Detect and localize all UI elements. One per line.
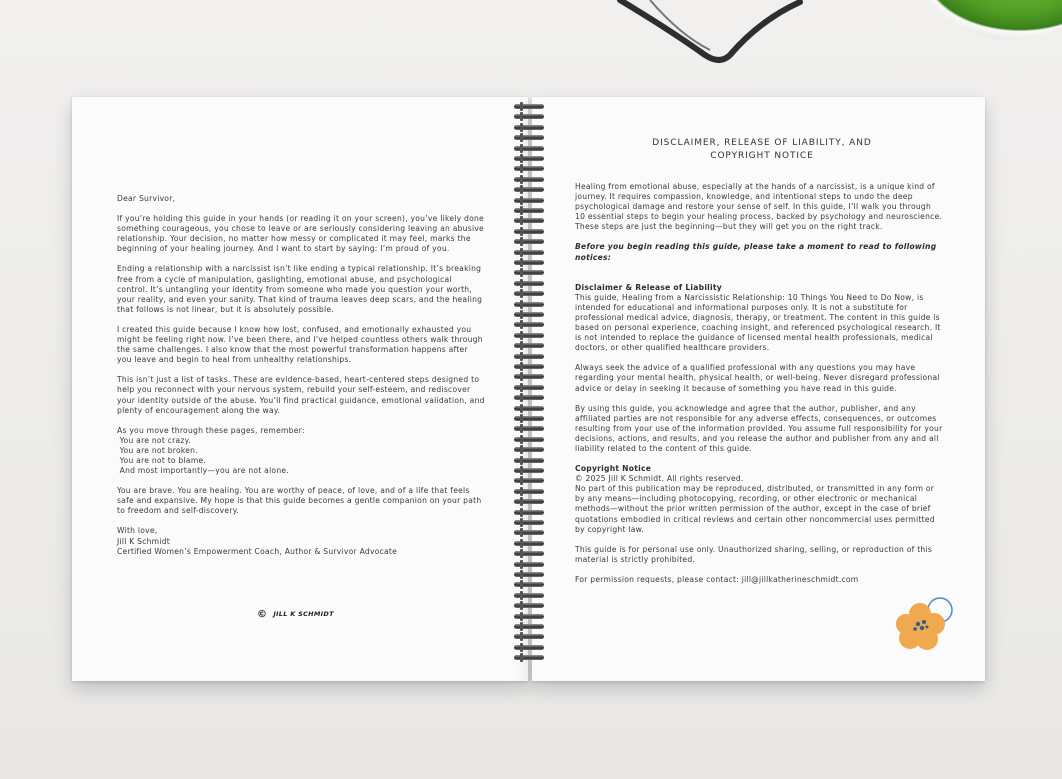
left-page xyxy=(72,97,528,681)
spiral-ring xyxy=(514,187,544,192)
spiral-ring xyxy=(514,364,544,369)
remember-item: You are not crazy. xyxy=(117,435,191,445)
letter-paragraph-2: Ending a relationship with a narcissist isn’t like ending a typical relationship. It’s breaking free from a cycle of manipulation, gaslighting, emotional abuse, and psychological control. It’s untangling your identity from someone who made you question your worth, your reality, and even your sanity. That kind of trauma leaves deep scars, and the healing that follows is not linear, but it is absolutely possible. xyxy=(117,264,483,314)
footer-author: JILL K SCHMIDT xyxy=(273,610,334,618)
page-footer xyxy=(257,609,334,620)
notice-heading: Before you begin reading this guide, please take a moment to read to following notices: xyxy=(575,242,937,262)
remember-item: You are not to blame. xyxy=(117,455,207,465)
disclaimer-body xyxy=(575,182,943,585)
spiral-ring xyxy=(514,406,544,411)
spiral-ring xyxy=(514,624,544,629)
spiral-ring xyxy=(514,530,544,535)
signature-name: Jill K Schmidt xyxy=(117,536,170,546)
spiral-ring xyxy=(514,177,544,182)
spiral-ring xyxy=(514,354,544,359)
copyright-symbol: © xyxy=(257,609,268,620)
spiral-ring xyxy=(514,603,544,608)
disclaimer-heading: Disclaimer & Release of Liability xyxy=(575,282,722,292)
spiral-ring xyxy=(514,166,544,171)
spiral-ring xyxy=(514,593,544,598)
spiral-ring xyxy=(514,458,544,463)
spiral-ring xyxy=(514,437,544,442)
spiral-ring xyxy=(514,291,544,296)
title-line-2: COPYRIGHT NOTICE xyxy=(710,151,814,161)
spiral-ring xyxy=(514,520,544,525)
spiral-ring xyxy=(514,634,544,639)
flower-icon xyxy=(894,594,956,654)
spiral-ring xyxy=(514,270,544,275)
remember-item: And most importantly—you are not alone. xyxy=(117,466,289,476)
copyright-paragraph: No part of this publication may be reproduced, distributed, or transmitted in any form or by any means—including photocopying, recording, or other electronic or mechanical methods—without the prior written permission of the author, except in the case of brief quotations embodied in critical reviews and certain other noncommercial uses permitted by copyright law. xyxy=(575,484,935,534)
letter-body xyxy=(117,194,485,557)
spiral-ring xyxy=(514,146,544,151)
page-title xyxy=(592,137,932,163)
spiral-ring xyxy=(514,582,544,587)
letter-paragraph-3: I created this guide because I know how lost, confused, and emotionally exhausted you might be feeling right now. I’ve been there, and I’ve helped countless others walk through the same challenges. I also know that the most powerful transformation happens after you leave and begin to heal from unhealthy relationships. xyxy=(117,324,483,365)
signature-title: Certified Women’s Empowerment Coach, Author & Survivor Advocate xyxy=(117,546,398,556)
spiral-ring xyxy=(514,218,544,223)
spiral-ring xyxy=(514,312,544,317)
spiral-ring xyxy=(514,156,544,161)
spiral-binding xyxy=(510,104,550,674)
spiral-ring xyxy=(514,250,544,255)
spiral-ring xyxy=(514,322,544,327)
letter-paragraph-5-intro: As you move through these pages, remember: xyxy=(117,425,305,435)
letter-paragraph-1: If you’re holding this guide in your hands (or reading it on your screen), you’ve likely done something courageous, you chose to leave or are seriously considering leaving an abusive relationship. Your decision, no matter how messy or complicated it may feel, marks the beginning of your healing journey. And I want to start by saying: I’m proud of you. xyxy=(117,214,484,254)
intro-paragraph: Healing from emotional abuse, especially at the hands of a narcissist, is a unique kind of journey. It requires compassion, knowledge, and intentional steps to undo the deep psychological damage and restore your sense of self. In this guide, I’ll walk you through 10 essential steps to begin your healing process, backed by psychology and neuroscience. These steps are just the beginning—but they will get you on the right track. xyxy=(575,182,943,232)
spiral-ring xyxy=(514,499,544,504)
spiral-ring xyxy=(514,333,544,338)
spiral-ring xyxy=(514,395,544,400)
spiral-ring xyxy=(514,510,544,515)
spiral-ring xyxy=(514,343,544,348)
glasses-icon xyxy=(610,0,830,70)
spiral-ring xyxy=(514,426,544,431)
spiral-ring xyxy=(514,468,544,473)
spiral-ring xyxy=(514,655,544,660)
right-page xyxy=(532,97,985,681)
spiral-ring xyxy=(514,562,544,567)
spiral-ring xyxy=(514,385,544,390)
remember-item: You are not broken. xyxy=(117,445,198,455)
spiral-ring xyxy=(514,416,544,421)
spiral-ring xyxy=(514,239,544,244)
spiral-ring xyxy=(514,541,544,546)
spiral-ring xyxy=(514,489,544,494)
spiral-ring xyxy=(514,229,544,234)
spiral-ring xyxy=(514,198,544,203)
letter-paragraph-6: You are brave. You are healing. You are worthy of peace, of love, and of a life that feels safe and expansive. My hope is that this guide becomes a gentle companion on your path to freedom and self-discovery. xyxy=(117,486,482,516)
spiral-ring xyxy=(514,208,544,213)
spiral-ring xyxy=(514,447,544,452)
spiral-ring xyxy=(514,114,544,119)
spiral-ring xyxy=(514,478,544,483)
letter-paragraph-4: This isn’t just a list of tasks. These are evidence-based, heart-centered steps designed to help you reconnect with your nervous system, rebuild your self-esteem, and rediscover your identity outside of the abuse. You’ll find practical guidance, emotional validation, and plenty of encouragement along the way. xyxy=(117,375,485,415)
title-line-1: DISCLAIMER, RELEASE OF LIABILITY, AND xyxy=(652,138,872,148)
disclaimer-paragraph-3: By using this guide, you acknowledge and agree that the author, publisher, and any affiliated parties are not responsible for any adverse effects, consequences, or outcomes resulting from your use of the information provided. You assume full responsibility for your decisions, actions, and results, and you release the author and publisher from any and all liability related to the content of this guide. xyxy=(575,403,943,453)
personal-use-paragraph: This guide is for personal use only. Unauthorized sharing, selling, or reproduction of this material is strictly prohibited. xyxy=(575,544,933,564)
spiral-ring xyxy=(514,645,544,650)
disclaimer-paragraph-2: Always seek the advice of a qualified professional with any questions you may have regarding your mental health, physical health, or well-being. Never disregard professional advice or delay in seeking it because of something you have read in this guide. xyxy=(575,363,940,393)
permission-paragraph: For permission requests, please contact: jill@jillkatherineschmidt.com xyxy=(575,574,859,584)
spiral-ring xyxy=(514,614,544,619)
copyright-line: © 2025 Jill K Schmidt. All rights reserved. xyxy=(575,474,744,484)
spiral-ring xyxy=(514,104,544,109)
spiral-ring xyxy=(514,135,544,140)
spiral-ring xyxy=(514,125,544,130)
spiral-ring xyxy=(514,281,544,286)
spiral-ring xyxy=(514,374,544,379)
copyright-heading: Copyright Notice xyxy=(575,464,652,474)
spiral-ring xyxy=(514,260,544,265)
spiral-ring xyxy=(514,551,544,556)
letter-greeting: Dear Survivor, xyxy=(117,194,176,203)
letter-closing: With love, xyxy=(117,526,158,536)
spiral-ring xyxy=(514,572,544,577)
disclaimer-paragraph-1: This guide, Healing from a Narcissistic Relationship: 10 Things You Need to Do Now, is intended for educational and informational purposes only. It is not a substitute for professional medical advice, diagnosis, therapy, or treatment. The content in this guide is based on personal experience, coaching insight, and referenced psychological research. It is not intended to replace the guidance of licensed mental health professionals, medical doctors, or other qualified healthcare providers. xyxy=(575,292,941,353)
spiral-ring xyxy=(514,302,544,307)
